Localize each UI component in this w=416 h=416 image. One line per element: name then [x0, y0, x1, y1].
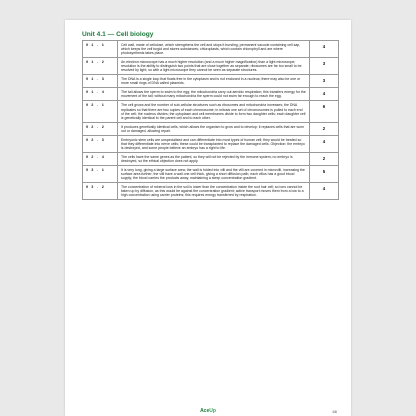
- marks-value: 3: [310, 58, 339, 75]
- table-row: [83, 122, 339, 135]
- table-row: [83, 75, 339, 88]
- question-code: 0 2 . 1: [83, 101, 118, 122]
- table-row: [83, 101, 339, 122]
- marks-value: 5: [310, 165, 339, 182]
- marks-value: 3: [310, 75, 339, 88]
- table-row: [83, 165, 339, 182]
- answer-text: Cell wall, made of cellulose, which strengthens the cell and stops it bursting; permanent vacuole containing cell sap, which keeps the cell turgid and stores substances; chloroplasts, which contain chlorophyll and are where photosynthesis takes place.: [118, 41, 310, 58]
- document-page: [65, 20, 351, 416]
- question-code: 0 1 . 4: [83, 88, 118, 101]
- question-code: 0 2 . 2: [83, 122, 118, 135]
- answer-text: Embryonic stem cells are unspecialised and can differentiate into most types of human cell; they would be treated so that they differentiate into nerve cells; these could be transplanted to replace the damaged cells. Objection: the embryo is destroyed, and some people believe an embryo has a right to life.: [118, 135, 310, 152]
- answer-text: It is very long, giving a large surface area; the wall is folded into villi and the villi are covered in microvilli, increasing the surface area further; the villi have a wall one cell thick, giving a short diffusion path; each villus has a good blood supply; the blood carries the products away, maintaining a steep concentration gradient.: [118, 165, 310, 182]
- answer-text: It produces genetically identical cells, which allows the organism to grow and to develop; it replaces cells that are worn out or damaged, allowing repair.: [118, 122, 310, 135]
- brand-logo-part2: Up: [209, 408, 216, 414]
- table-row: [83, 135, 339, 152]
- marks-value: 4: [310, 88, 339, 101]
- question-code: 0 3 . 1: [83, 165, 118, 182]
- table-row: [83, 183, 339, 200]
- brand-logo: [65, 408, 351, 414]
- table-row: [83, 58, 339, 75]
- answers-table: [82, 40, 339, 200]
- question-code: 0 1 . 1: [83, 41, 118, 58]
- marks-value: 4: [310, 135, 339, 152]
- unit-title: Unit 4.1 — Cell biology: [82, 31, 154, 38]
- answer-text: The concentration of mineral ions in the soil is lower than the concentration inside the root hair cell; so ions cannot be taken up by diffusion, as this would be against the concentration gradient; active transport moves them from a low to a high concentration using carrier proteins; this requires energy transferred by respiration.: [118, 183, 310, 200]
- answer-text: The tail allows the sperm to swim to the egg; the mitochondria carry out aerobic respiration; this transfers energy for the movement of the tail; without many mitochondria the sperm could not swim far enough to reach the egg.: [118, 88, 310, 101]
- table-row: [83, 41, 339, 58]
- question-code: 0 1 . 2: [83, 58, 118, 75]
- answer-text: The cells have the same genes as the patient, so they will not be rejected by the immune system; no embryo is destroyed, so the ethical objection does not apply.: [118, 152, 310, 165]
- marks-value: 4: [310, 183, 339, 200]
- table-row: [83, 88, 339, 101]
- page-number: 66: [332, 408, 337, 414]
- question-code: 0 3 . 2: [83, 183, 118, 200]
- table-row: [83, 152, 339, 165]
- question-code: 0 1 . 3: [83, 75, 118, 88]
- marks-value: 4: [310, 41, 339, 58]
- question-code: 0 2 . 3: [83, 135, 118, 152]
- brand-logo-part1: Ace: [200, 408, 210, 414]
- marks-value: 6: [310, 101, 339, 122]
- marks-value: 2: [310, 152, 339, 165]
- answer-text: The cell grows and the number of sub-cellular structures such as ribosomes and mitochondria increases; the DNA replicates so that there are two copies of each chromosome; in mitosis one set of chromosomes is pulled to each end of the cell; the nucleus divides; the cytoplasm and cell membranes divide to form two daughter cells; each daughter cell is genetically identical to the parent cell and to each other.: [118, 101, 310, 122]
- answer-text: An electron microscope has a much higher resolution (and a much higher magnification) than a light microscope; resolution is the ability to distinguish two points that are close together as separate; ribosomes are far too small to be resolved by light, so with a light microscope they cannot be seen as separate structures.: [118, 58, 310, 75]
- question-code: 0 2 . 4: [83, 152, 118, 165]
- answer-text: The DNA is a single loop that floats free in the cytoplasm and is not enclosed in a nucleus; there may also be one or more small rings of DNA called plasmids.: [118, 75, 310, 88]
- marks-value: 2: [310, 122, 339, 135]
